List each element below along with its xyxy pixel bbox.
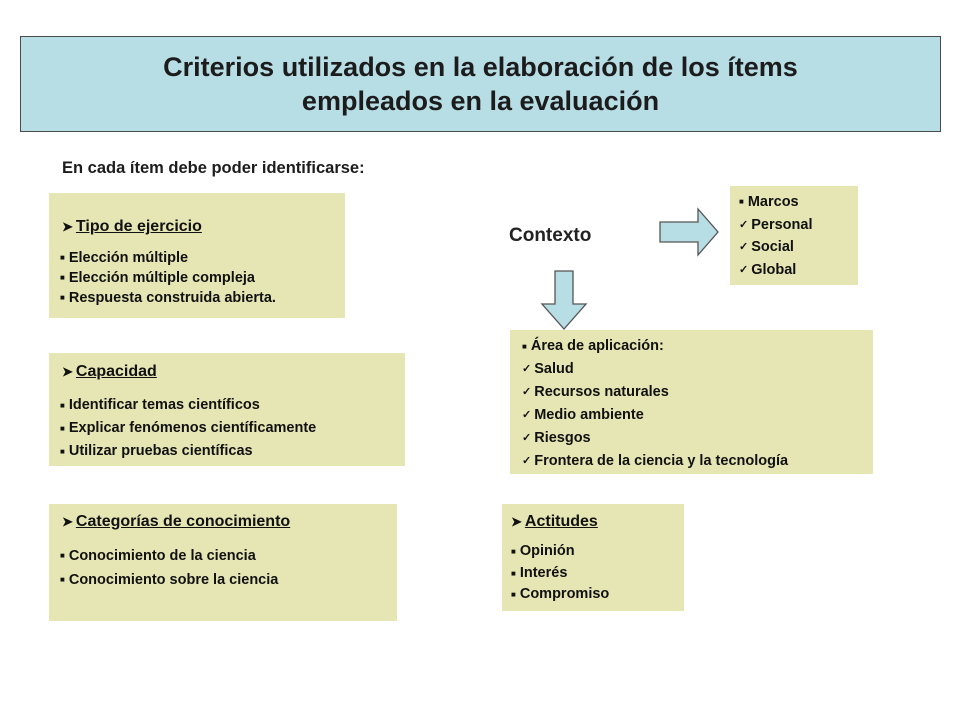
- capacidad-box: [49, 353, 405, 466]
- list-item: ✓ Frontera de la ciencia y la tecnología: [522, 450, 788, 473]
- list-item: ■ Identificar temas científicos: [60, 394, 316, 417]
- title-box: [20, 36, 941, 132]
- list-item: ✓ Recursos naturales: [522, 381, 788, 404]
- square-bullet-icon: ■: [511, 547, 516, 556]
- list-item: ✓ Global: [739, 259, 812, 282]
- list-item: ■ Explicar fenómenos científicamente: [60, 417, 316, 440]
- list-item: ✓ Social: [739, 236, 812, 259]
- area-aplicacion-box: [510, 330, 873, 474]
- tipo-ejercicio-heading: ➤ Tipo de ejercicio: [62, 218, 202, 235]
- square-bullet-icon: ■: [739, 197, 744, 206]
- tipo-ejercicio-box: [49, 193, 345, 318]
- capacidad-heading: ➤ Capacidad: [62, 363, 157, 380]
- square-bullet-icon: ■: [60, 424, 65, 433]
- check-icon: ✓: [522, 455, 532, 467]
- arrow-bullet-icon: ➤: [511, 514, 522, 529]
- check-icon: ✓: [522, 409, 532, 421]
- square-bullet-icon: ■: [60, 253, 65, 262]
- actitudes-heading: ➤ Actitudes: [511, 513, 598, 530]
- list-item: ■ Compromiso: [511, 584, 609, 606]
- title-line-2: empleados en la evaluación: [301, 86, 660, 116]
- square-bullet-icon: ■: [60, 273, 65, 282]
- square-bullet-icon: ■: [60, 447, 65, 456]
- list-item: ✓ Medio ambiente: [522, 404, 788, 427]
- check-icon: ✓: [739, 241, 749, 253]
- square-bullet-icon: ■: [511, 568, 516, 578]
- list-item: ✓ Personal: [739, 214, 812, 237]
- categorias-list: [60, 544, 278, 592]
- square-bullet-icon: ■: [522, 342, 527, 351]
- tipo-ejercicio-list: [60, 248, 276, 308]
- list-item: ■ Opinión: [511, 541, 609, 563]
- arrow-bullet-icon: ➤: [62, 364, 73, 379]
- square-bullet-icon: ■: [60, 575, 65, 584]
- area-aplicacion-heading: ■ Área de aplicación:: [522, 335, 788, 358]
- categorias-heading: ➤ Categorías de conocimiento: [62, 513, 291, 530]
- area-aplicacion-list: [522, 335, 788, 473]
- list-item: ■ Conocimiento sobre la ciencia: [60, 568, 278, 592]
- list-item: ■ Conocimiento de la ciencia: [60, 544, 278, 568]
- list-item: ■ Elección múltiple: [60, 250, 189, 266]
- down-arrow-icon: [540, 269, 588, 331]
- arrow-bullet-icon: ➤: [62, 514, 73, 529]
- check-icon: ✓: [522, 363, 532, 375]
- right-arrow-icon: [658, 207, 720, 257]
- list-item: ✓ Salud: [522, 358, 788, 381]
- square-bullet-icon: ■: [60, 401, 65, 410]
- square-bullet-icon: ■: [60, 293, 65, 302]
- square-bullet-icon: ■: [511, 590, 516, 599]
- capacidad-list: [60, 394, 316, 463]
- check-icon: ✓: [522, 386, 532, 398]
- check-icon: ✓: [739, 218, 749, 231]
- check-icon: ✓: [522, 432, 532, 444]
- list-item: ■ Elección múltiple compleja: [60, 270, 255, 286]
- contexto-label: Contexto: [509, 225, 592, 246]
- intro-text: En cada ítem debe poder identificarse:: [62, 159, 365, 177]
- check-icon: ✓: [739, 263, 749, 276]
- marcos-list: [739, 191, 812, 281]
- list-item: ■ Respuesta construida abierta.: [60, 290, 276, 306]
- arrow-bullet-icon: ➤: [62, 219, 73, 234]
- actitudes-box: [502, 504, 684, 611]
- marcos-heading: ■ Marcos: [739, 191, 812, 214]
- list-item: ✓ Riesgos: [522, 427, 788, 450]
- list-item: ■ Interés: [511, 563, 609, 585]
- categorias-box: [49, 504, 397, 621]
- square-bullet-icon: ■: [60, 551, 65, 560]
- title-line-1: Criterios utilizados en la elaboración de los ítems: [163, 52, 798, 82]
- marcos-box: [730, 186, 858, 285]
- actitudes-list: [511, 541, 609, 606]
- list-item: ■ Utilizar pruebas científicas: [60, 440, 316, 463]
